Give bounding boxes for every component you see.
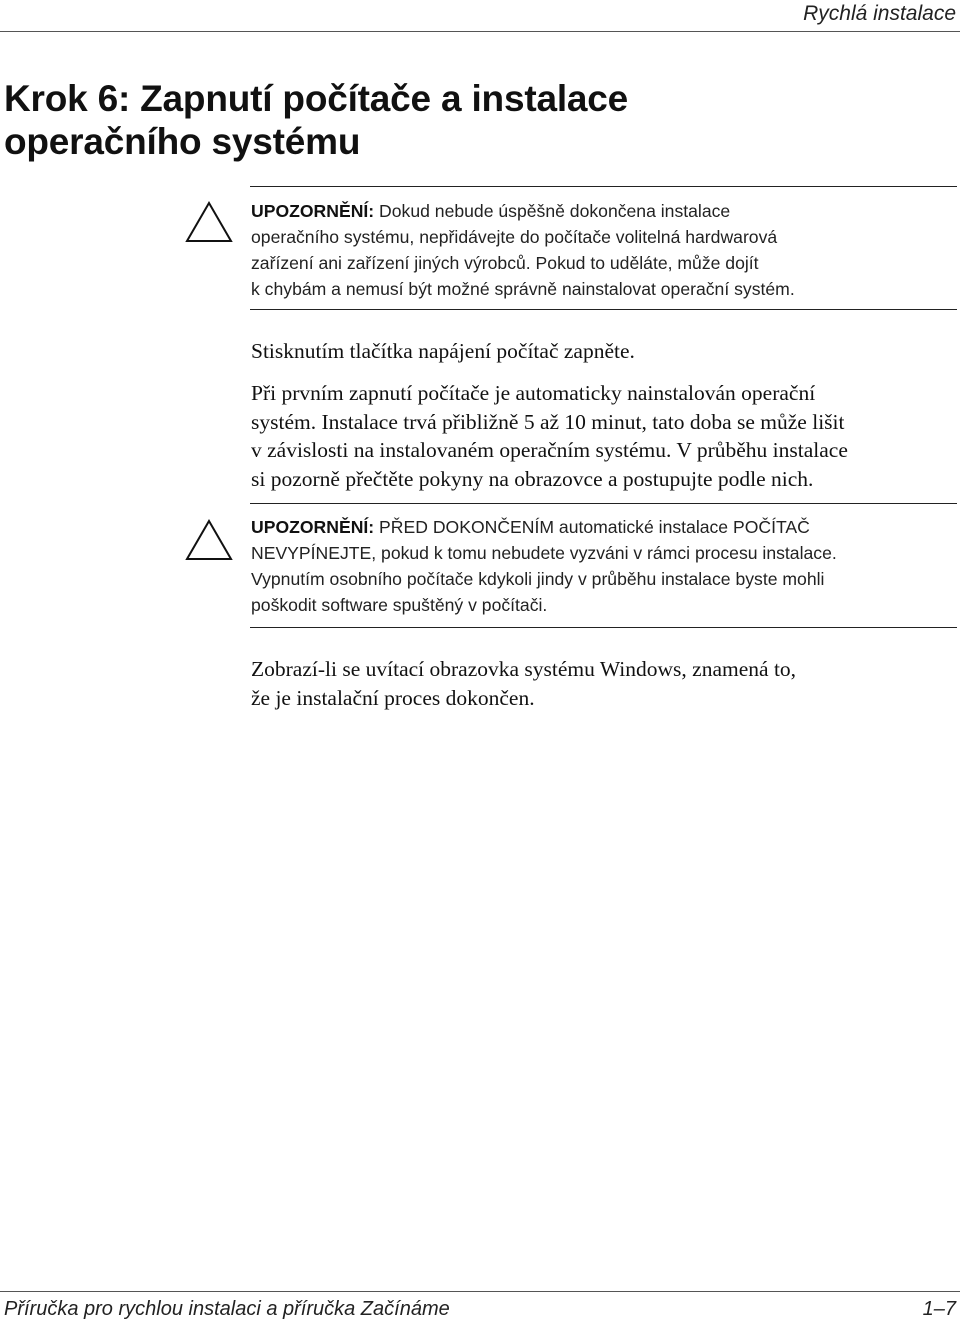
caution-2-bottom-rule <box>250 627 957 628</box>
body-paragraph-completion <box>251 655 957 712</box>
paragraph-line: si pozorně přečtěte pokyny na obrazovce a postupujte podle nich. <box>251 466 814 491</box>
caution-text-line: k chybám a nemusí být možné správně nainstalovat operační systém. <box>251 279 795 299</box>
warning-triangle-icon <box>184 518 234 562</box>
caution-text-line: poškodit software spuštěný v počítači. <box>251 595 548 615</box>
running-header: Rychlá instalace <box>803 2 956 25</box>
caution-1-bottom-rule <box>250 309 957 310</box>
page-number: 1–7 <box>922 1298 956 1320</box>
body-paragraph-installation <box>251 379 957 493</box>
caution-label: UPOZORNĚNÍ: <box>251 201 375 221</box>
warning-triangle-icon <box>184 200 234 244</box>
header-divider <box>0 31 960 32</box>
paragraph-line: v závislosti na instalovaném operačním systému. V průběhu instalace <box>251 438 848 462</box>
caution-notice-2 <box>251 514 951 618</box>
caution-text-line: NEVYPÍNEJTE, pokud k tomu nebudete vyzváni v rámci procesu instalace. <box>251 543 837 563</box>
caution-label: UPOZORNĚNÍ: <box>251 517 375 537</box>
caution-notice-1 <box>251 198 951 302</box>
caution-text-line: zařízení ani zařízení jiných výrobců. Pokud to uděláte, může dojít <box>251 253 759 273</box>
paragraph-line: Při prvním zapnutí počítače je automaticky nainstalován operační <box>251 381 816 405</box>
page-title-line-2: operačního systému <box>4 121 361 162</box>
caution-text-line: Dokud nebude úspěšně dokončena instalace <box>374 201 731 221</box>
caution-text-line: PŘED DOKONČENÍM automatické instalace POČÍTAČ <box>374 517 810 537</box>
paragraph-line: systém. Instalace trvá přibližně 5 až 10 minut, tato doba se může lišit <box>251 409 845 434</box>
body-paragraph-power-on: Stisknutím tlačítka napájení počítač zapněte. <box>251 339 635 363</box>
caution-1-top-rule <box>250 186 957 187</box>
paragraph-line: Zobrazí-li se uvítací obrazovka systému Windows, znamená to, <box>251 657 797 681</box>
page-title <box>4 77 628 163</box>
page-title-line-1: Krok 6: Zapnutí počítače a instalace <box>4 78 629 119</box>
caution-text-line: Vypnutím osobního počítače kdykoli jindy v průběhu instalace byste mohli <box>251 569 825 589</box>
caution-2-top-rule <box>250 503 957 504</box>
paragraph-line: že je instalační proces dokončen. <box>251 685 535 710</box>
footer-divider <box>0 1291 960 1292</box>
caution-text-line: operačního systému, nepřidávejte do počítače volitelná hardwarová <box>251 227 778 247</box>
footer-document-title: Příručka pro rychlou instalaci a příručka Začínáme <box>4 1298 450 1320</box>
